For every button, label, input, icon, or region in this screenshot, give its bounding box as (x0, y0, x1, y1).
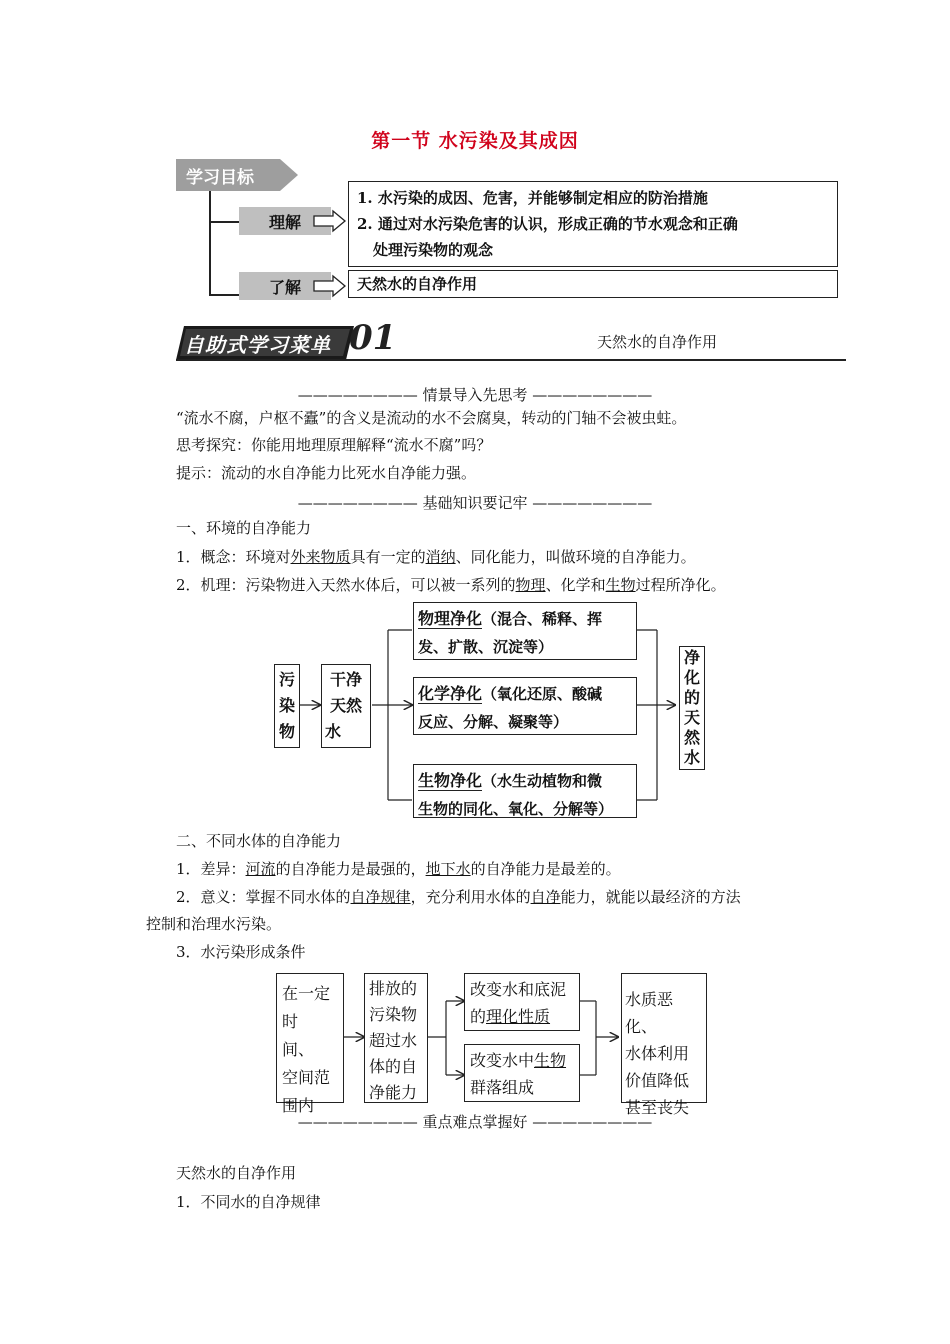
chemical-purification-box: 化学净化（氧化还原、酸碱 反应、分解、凝聚等） (413, 677, 637, 735)
menu-number: 01 (349, 318, 397, 358)
section-divider: ———————— 情景导入先思考 ———————— (297, 386, 653, 404)
purified-water-box: 净 化 的 天 然 水 (679, 646, 705, 770)
paragraph: 3．水污染形成条件 (176, 943, 306, 961)
condition-time-space-box: 在一定 时 间、 空间范 围内 (276, 973, 344, 1103)
community-change-box: 改变水中生物 群落组成 (464, 1044, 580, 1102)
paragraph: 提示：流动的水自净能力比死水自净能力强。 (176, 464, 477, 482)
tree-line (209, 191, 211, 295)
divider-rule (176, 359, 846, 361)
understand-tag: 理解 (239, 207, 331, 235)
paragraph: “流水不腐，户枢不蠹”的含义是流动的水不会腐臭，转动的门轴不会被虫蛀。 (176, 409, 687, 427)
tree-line (209, 294, 239, 296)
goal-item: 处理污染物的观念 (373, 241, 494, 259)
section-divider: ———————— 重点难点掌握好 ———————— (297, 1113, 653, 1131)
heading: 天然水的自净作用 (176, 1164, 297, 1182)
goals-header: 学习目标 (186, 168, 254, 188)
paragraph: 2．机理：污染物进入天然水体后，可以被一系列的物理、化学和生物过程所净化。 (176, 576, 726, 594)
pollutant-box: 污 染 物 (274, 664, 300, 748)
page-title: 第一节 水污染及其成因 (371, 130, 579, 152)
heading: 一、环境的自净能力 (176, 519, 312, 537)
tree-line (209, 221, 239, 223)
arrow-icon (313, 274, 347, 298)
understand-box (348, 181, 838, 267)
menu-topic: 天然水的自净作用 (597, 333, 718, 351)
menu-banner-title: 自助式学习菜单 (184, 333, 331, 357)
paragraph: 2．意义：掌握不同水体的自净规律，充分利用水体的自净能力，就能以最经济的方法 (176, 888, 741, 906)
section-divider: ———————— 基础知识要记牢 ———————— (297, 494, 653, 512)
paragraph: 1．概念：环境对外来物质具有一定的消纳、同化能力，叫做环境的自净能力。 (176, 548, 696, 566)
goal-item: 2. 通过对水污染危害的认识，形成正确的节水观念和正确 (357, 215, 738, 233)
clean-water-box: 干净 天然 水 (321, 664, 371, 748)
exceed-capacity-box: 排放的 污染物 超过水 体的自 净能力 (364, 973, 428, 1103)
biological-purification-box: 生物净化（水生动植物和微 生物的同化、氧化、分解等） (413, 764, 637, 818)
paragraph: 控制和治理水污染。 (146, 915, 282, 933)
heading: 二、不同水体的自净能力 (176, 832, 342, 850)
arrow-icon (313, 209, 347, 233)
know-tag: 了解 (239, 272, 331, 300)
water-quality-result-box: 水质恶化、 水体利用 价值降低 甚至丧失 (621, 973, 707, 1103)
paragraph: 1．差异：河流的自净能力是最强的，地下水的自净能力是最差的。 (176, 860, 621, 878)
know-box (348, 270, 838, 298)
goal-item: 1. 水污染的成因、危害，并能够制定相应的防治措施 (357, 189, 708, 207)
goal-item: 天然水的自净作用 (357, 275, 478, 293)
physical-purification-box: 物理净化（混合、稀释、挥 发、扩散、沉淀等） (413, 602, 637, 660)
paragraph: 思考探究：你能用地理原理解释“流水不腐”吗？ (176, 436, 492, 454)
physicochemical-change-box: 改变水和底泥 的理化性质 (464, 973, 580, 1031)
paragraph: 1．不同水的自净规律 (176, 1193, 321, 1211)
